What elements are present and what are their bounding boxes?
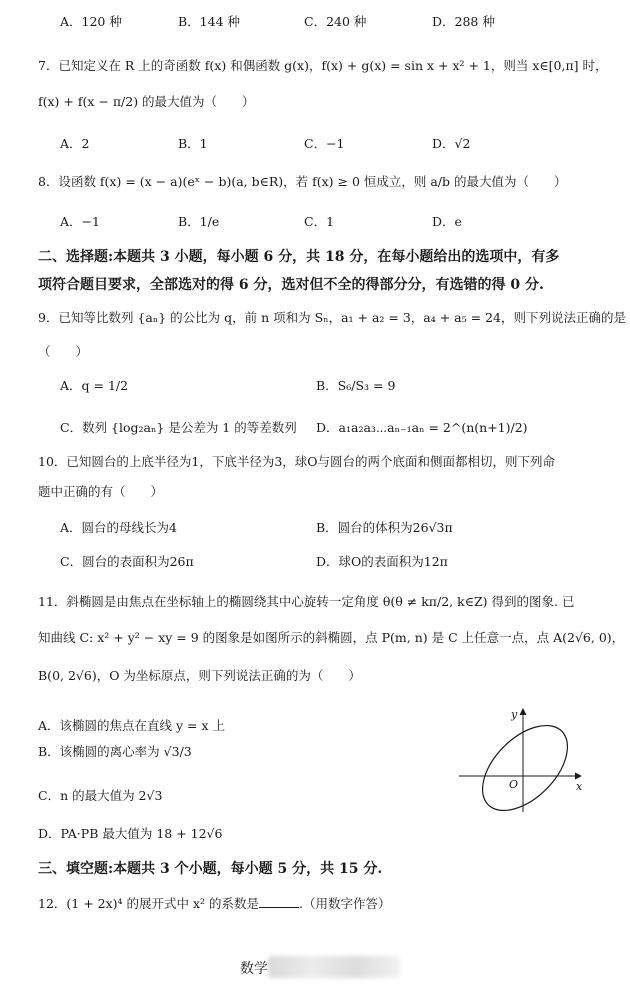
q7-option-b: B．1 [178,136,208,151]
q9-option-d: D．a₁a₂a₃⋯aₙ₋₁aₙ = 2^(n(n+1)/2) [316,420,528,435]
q10-stem-line1: 10．已知圆台的上底半径为1，下底半径为3，球O与圆台的两个底面和侧面都相切，则下列命 [38,454,556,469]
q10-option-a: A．圆台的母线长为4 [60,520,177,535]
q6-option-b: B．144 种 [178,14,241,29]
q11-stem-line3: B(0, 2√6)，O 为坐标原点，则下列说法正确的为（ ） [38,668,361,683]
q10-option-d: D．球O的表面积为12π [316,554,448,569]
q11-option-c: C．n 的最大值为 2√3 [38,788,163,803]
section2-heading-line1: 二、选择题:本题共 3 小题，每小题 6 分，共 18 分，在每小题给出的选项中，有多 [38,249,560,265]
q12-text-after: .（用数字作答） [299,896,391,911]
y-axis-label: y [511,708,518,721]
q7-option-d: D．√2 [432,136,471,151]
q6-option-d: D．288 种 [432,14,495,29]
q9-option-c: C．数列 {log₂aₙ} 是公差为 1 的等差数列 [60,420,297,435]
q11-option-d: D．PA·PB 最大值为 18 + 12√6 [38,826,223,841]
footer-obscured-area [268,956,400,978]
q12-stem [38,894,391,912]
q9-stem-line2: （ ） [38,344,89,359]
q7-option-c: C．−1 [304,136,345,151]
q11-option-a: A．该椭圆的焦点在直线 y = x 上 [38,718,226,733]
q9-option-a: A．q = 1/2 [60,378,129,393]
q10-option-b: B．圆台的体积为26√3π [316,520,453,535]
q11-option-b: B．该椭圆的离心率为 √3/3 [38,744,192,759]
section2-heading-line2: 项符合题目要求，全部选对的得 6 分，选对但不全的得部分分，有选错的得 0 分. [38,277,544,293]
section3-heading: 三、填空题:本题共 3 个小题，每小题 5 分，共 15 分. [38,861,383,877]
y-axis [520,708,527,812]
q9-stem-line1: 9．已知等比数列 {aₙ} 的公比为 q，前 n 项和为 Sₙ，a₁ + a₂ = 3，a₄ + a₅ = 24，则下列说法正确的是 [38,310,626,325]
q6-option-a: A．120 种 [60,14,122,29]
q11-stem-line2: 知曲线 C: x² + y² − xy = 9 的图象是如图所示的斜椭圆，点 P(m, n) 是 C 上任意一点，点 A(2√6, 0)， [38,630,625,645]
q10-stem-line2: 题中正确的有（ ） [38,484,164,499]
tilted-ellipse [467,710,583,816]
x-axis-label: x [576,780,583,793]
q8-option-a: A．−1 [60,214,100,229]
q7-stem-line1: 7．已知定义在 R 上的奇函数 f(x) 和偶函数 g(x)，f(x) + g(x) = sin x + x² + 1，则当 x∈[0,π] 时， [38,58,608,73]
q12-text-before: 12．(1 + 2x)⁴ 的展开式中 x² 的系数是 [38,896,260,911]
q8-option-c: C．1 [304,214,335,229]
q10-option-c: C．圆台的表面积为26π [60,554,194,569]
q8-option-b: B．1/e [178,214,220,229]
x-axis [459,773,582,780]
q7-stem-line2: f(x) + f(x − π/2) 的最大值为（ ） [38,94,255,109]
q11-stem-line1: 11．斜椭圆是由焦点在坐标轴上的椭圆绕其中心旋转一定角度 θ(θ ≠ kπ/2, k∈Z) 得到的图象. 已 [38,594,575,609]
footer-subject: 数学 [240,961,268,977]
q12-answer-blank [259,896,299,908]
q11-ellipse-figure [455,706,585,816]
origin-label: O [509,778,519,791]
q8-stem: 8．设函数 f(x) = (x − a)(eˣ − b)(a, b∈R)，若 f(x) ≥ 0 恒成立，则 a/b 的最大值为（ ） [38,174,567,189]
q9-option-b: B．S₆/S₃ = 9 [316,378,396,393]
q8-option-d: D．e [432,214,462,229]
q7-option-a: A．2 [60,136,90,151]
q6-option-c: C．240 种 [304,14,367,29]
